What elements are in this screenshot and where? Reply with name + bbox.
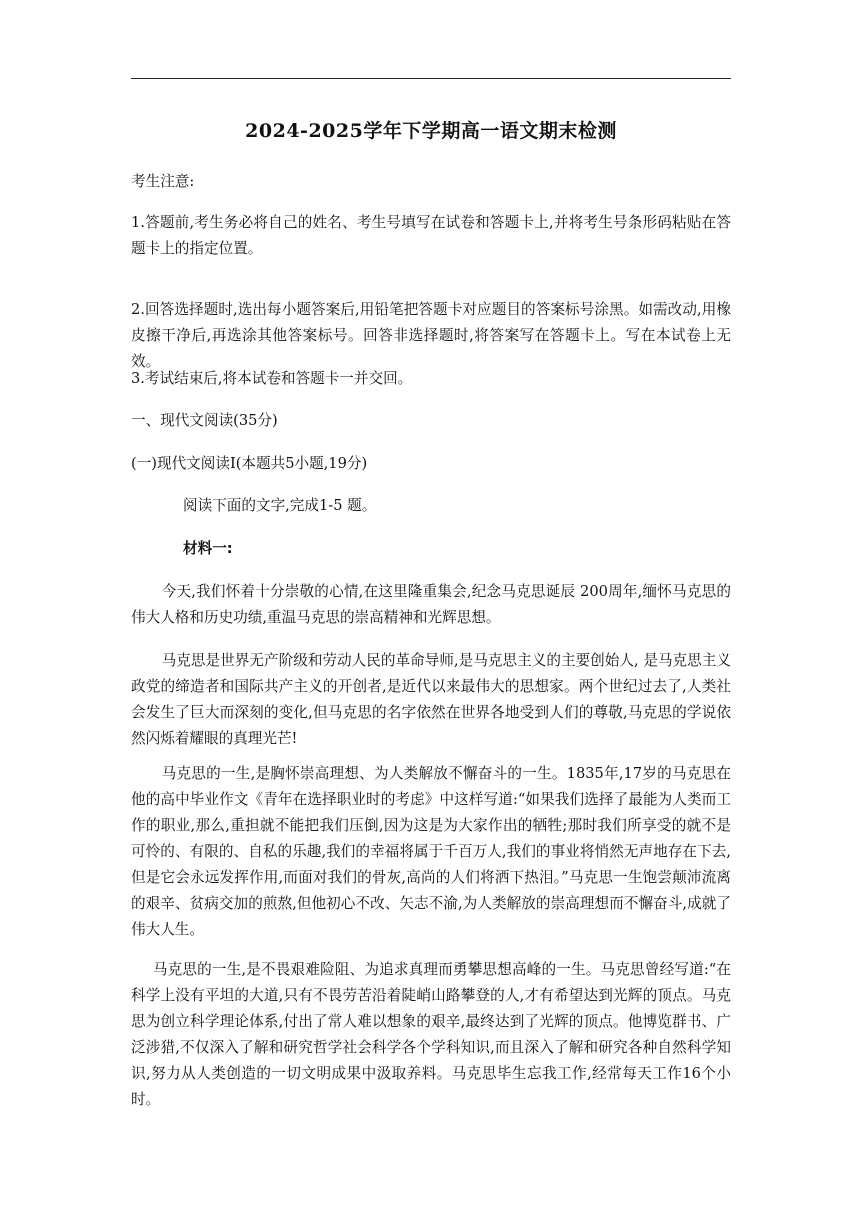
header-rule xyxy=(131,78,731,79)
material-label: 材料一: xyxy=(183,540,233,557)
reading-instruction: 阅读下面的文字,完成1-5 题。 xyxy=(183,497,377,514)
paragraph-4: 马克思的一生,是不畏艰难险阻、为追求真理而勇攀思想高峰的一生。马克思曾经写道:“在科学上没有平坦的大道,只有不畏劳苦沿着陡峭山路攀登的人,才有希望达到光辉的顶点。马克思为创立科学理论体系,付出了常人难以想象的艰辛,最终达到了光辉的顶点。他博览群书、广泛涉猎,不仅深入了解和研究哲学社会科学各个学科知识,而且深入了解和研究各种自然科学知识,努力从人类创造的一切文明成果中汲取养料。马克思毕生忘我工作,经常每天工作16个小时。 xyxy=(131,961,731,1108)
exam-title: 2024-2025学年下学期高一语文期末检测 xyxy=(245,120,617,142)
notice-item-2: 2.回答选择题时,选出每小题答案后,用铅笔把答题卡对应题目的答案标号涂黑。如需改动,用橡皮擦干净后,再选涂其他答案标号。回答非选择题时,将答案写在答题卡上。写在本试卷上无效。 xyxy=(131,301,731,370)
paragraph-3: 马克思的一生,是胸怀崇高理想、为人类解放不懈奋斗的一生。1835年,17岁的马克思在他的高中毕业作文《青年在选择职业时的考虑》中这样写道:“如果我们选择了最能为人类而工作的职业,那么,重担就不能把我们压倒,因为这是为大家作出的牺牲;那时我们所享受的就不是可怜的、有限的、自私的乐趣,我们的幸福将属于千百万人,我们的事业将悄然无声地存在下去,但是它会永远发挥作用,而面对我们的骨灰,高尚的人们将洒下热泪。”马克思一生饱尝颠沛流离的艰辛、贫病交加的煎熬,但他初心不改、矢志不渝,为人类解放的崇高理想而不懈奋斗,成就了伟大人生。 xyxy=(131,765,731,938)
section-heading: 一、现代文阅读(35分) xyxy=(131,412,278,429)
paragraph-1: 今天,我们怀着十分崇敬的心情,在这里隆重集会,纪念马克思诞辰 200周年,缅怀马克思的伟大人格和历史功绩,重温马克思的崇高精神和光辉思想。 xyxy=(131,583,731,626)
paragraph-2: 马克思是世界无产阶级和劳动人民的革命导师,是马克思主义的主要创始人, 是马克思主义政党的缔造者和国际共产主义的开创者,是近代以来最伟大的思想家。两个世纪过去了,人类社会发生了巨大而深刻的变化,但马克思的名字依然在世界各地受到人们的尊敬,马克思的学说依然闪烁着耀眼的真理光芒! xyxy=(131,652,731,747)
notice-heading: 考生注意: xyxy=(131,173,195,190)
subsection-heading: (一)现代文阅读Ⅰ(本题共5小题,19分) xyxy=(131,455,368,472)
notice-item-1: 1.答题前,考生务必将自己的姓名、考生号填写在试卷和答题卡上,并将考生号条形码粘贴在答题卡上的指定位置。 xyxy=(131,214,731,257)
notice-item-3: 3.考试结束后,将本试卷和答题卡一并交回。 xyxy=(131,370,413,387)
